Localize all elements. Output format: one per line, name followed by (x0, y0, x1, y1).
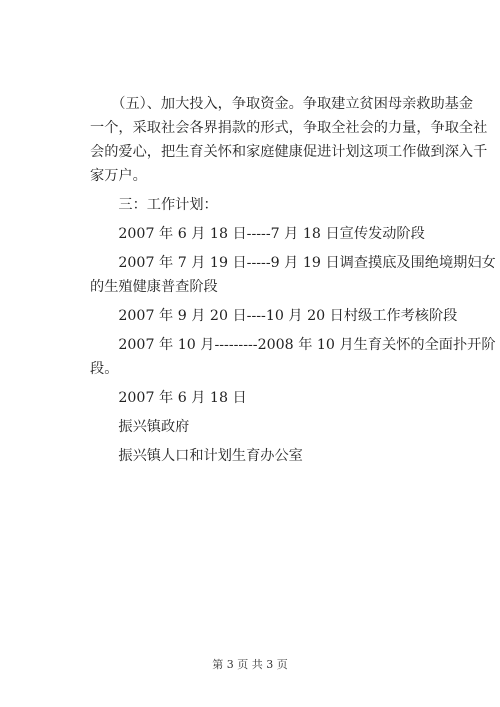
text-line: 2007 年 10 月---------2008 年 10 月生育关怀的全面扑开阶 (90, 337, 496, 353)
text-line: 一个，采取社会各界捐款的形式，争取全社会的力量，争取全社 (90, 120, 488, 136)
text-line: 2007 年 9 月 20 日----10 月 20 日村级工作考核阶段 (90, 308, 458, 324)
text-line: 家万户。 (90, 168, 147, 184)
text-line: 三：工作计划： (90, 197, 218, 213)
signature-date (90, 386, 410, 410)
text-line: 2007 年 6 月 18 日-----7 月 18 日宣传发动阶段 (90, 226, 425, 242)
text-line: 的生殖健康普查阶段 (90, 279, 218, 295)
text-line: 振兴镇人口和计划生育办公室 (90, 448, 303, 464)
plan-item-3 (90, 304, 458, 328)
text-line: 段。 (90, 361, 119, 377)
section-heading-work-plan (90, 193, 410, 217)
signature-government (90, 415, 410, 439)
page-number-footer: 第 3 页 共 3 页 (212, 658, 288, 671)
text-line: 2007 年 6 月 18 日 (90, 390, 247, 406)
text-line: 振兴镇政府 (90, 419, 190, 435)
text-line: 会的爱心，把生育关怀和家庭健康促进计划这项工作做到深入千 (90, 144, 488, 160)
plan-item-2 (90, 251, 496, 299)
document-body (90, 92, 496, 468)
text-line: （五）、加大投入，争取资金。争取建立贫困母亲救助基金 (90, 96, 474, 112)
plan-item-1 (90, 222, 425, 246)
text-line: 2007 年 7 月 19 日-----9 月 19 日调查摸底及围绝境期妇女 (90, 255, 496, 271)
signature-office (90, 444, 410, 468)
paragraph-funding (90, 92, 488, 188)
plan-item-4 (90, 333, 496, 381)
